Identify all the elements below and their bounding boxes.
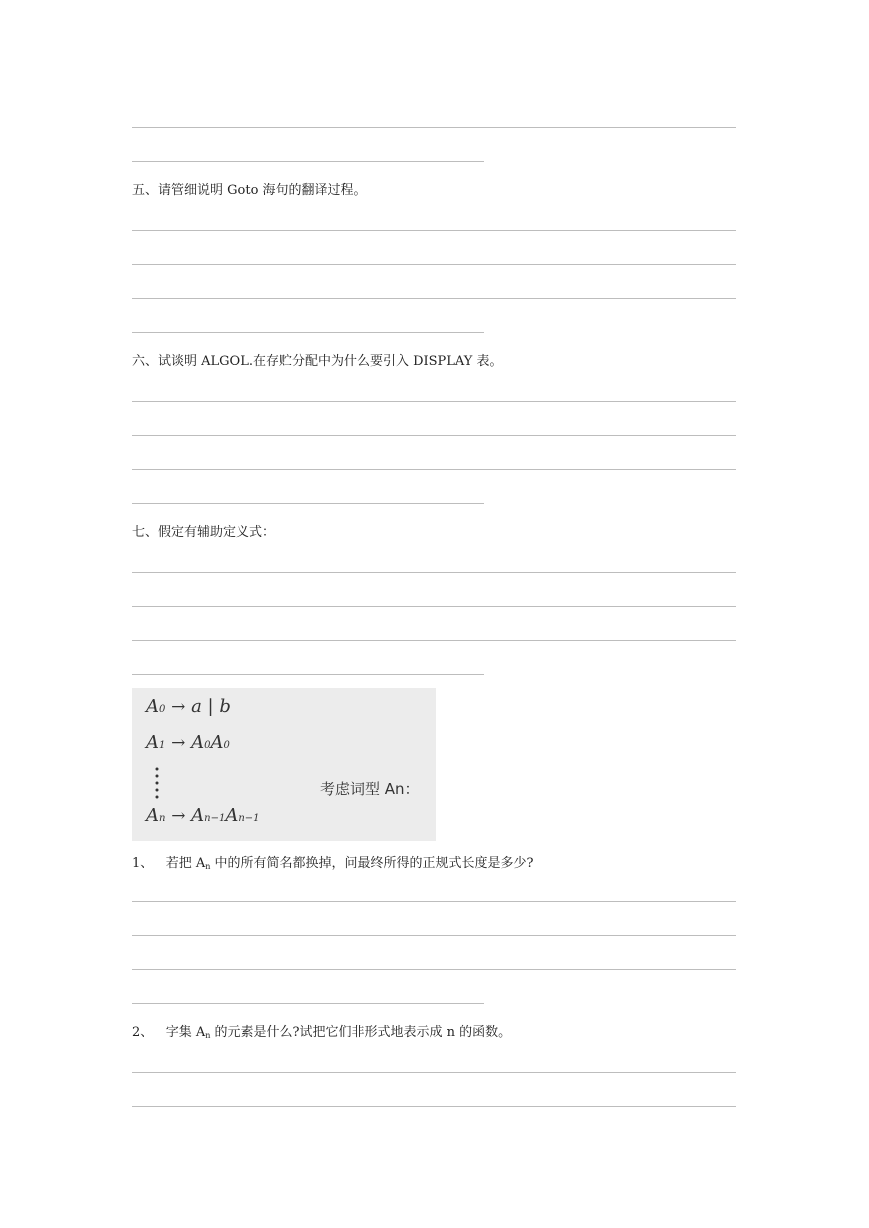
answer-line [132, 935, 736, 936]
answer-line [132, 606, 736, 607]
grammar-definition-image [132, 688, 436, 841]
answer-line [132, 674, 484, 675]
question-7: 七、假定有辅助定义式： [132, 525, 276, 540]
grammar-note: 考虑词型 An： [320, 780, 420, 798]
answer-line [132, 230, 736, 231]
answer-line [132, 1003, 484, 1004]
sub-question-1: 1、 若把 $A_n$ 中的所有简名都换掉，问最终所得的正规式长度是多少? [132, 856, 534, 871]
answer-line [132, 901, 736, 902]
answer-line [132, 161, 484, 162]
answer-line [132, 264, 736, 265]
vertical-ellipsis-icon [152, 766, 162, 800]
answer-line [132, 1072, 736, 1073]
sub-question-2: 2、 字集 $A_n$ 的元素是什么?试把它们非形式地表示成 n 的函数。 [132, 1025, 512, 1040]
question-6: 六、试谈明 ALGOL.在存贮分配中为什么要引入 DISPLAY 表。 [132, 354, 503, 369]
answer-line [132, 127, 736, 128]
grammar-line-3: An → An−1An−1 [146, 805, 260, 826]
answer-line [132, 469, 736, 470]
question-5: 五、请管细说明 Goto 海句的翻译过程。 [132, 183, 367, 198]
answer-line [132, 435, 736, 436]
answer-line [132, 332, 484, 333]
answer-line [132, 572, 736, 573]
answer-line [132, 1106, 736, 1107]
answer-line [132, 298, 736, 299]
answer-line [132, 969, 736, 970]
grammar-line-2: A1 → A0A0 [146, 732, 230, 753]
grammar-line-1: A0 → a | b [146, 696, 231, 717]
answer-line [132, 503, 484, 504]
answer-line [132, 640, 736, 641]
answer-line [132, 401, 736, 402]
